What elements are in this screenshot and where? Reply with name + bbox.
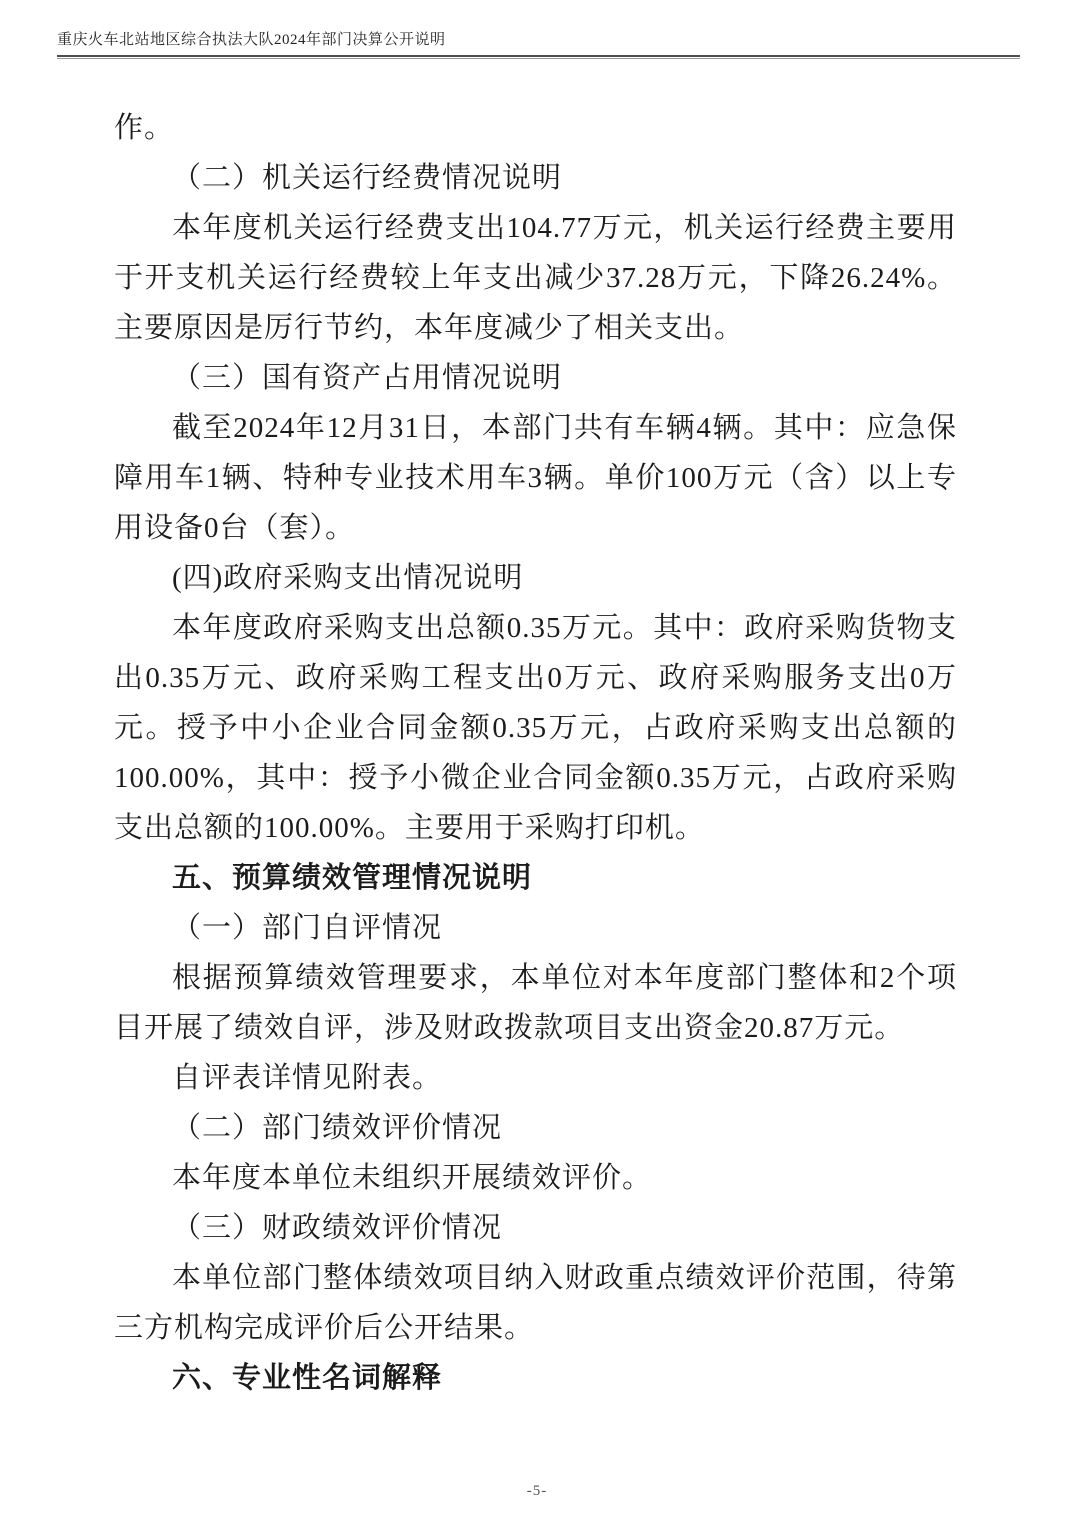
page-number: -5- (526, 1483, 548, 1499)
section-heading: 六、专业性名词解释 (172, 1362, 443, 1394)
document-body (114, 103, 957, 1403)
subsection-heading: （二）部门绩效评价情况 (172, 1112, 503, 1144)
paragraph-continuation: 作。 (114, 112, 175, 144)
subsection-heading: （三）财政绩效评价情况 (172, 1212, 503, 1244)
subsection-heading: （三）国有资产占用情况说明 (172, 362, 563, 394)
page-header-title: 重庆火车北站地区综合执法大队2024年部门决算公开说明 (57, 32, 446, 48)
page-header (57, 28, 1020, 59)
paragraph: 本年度政府采购支出总额0.35万元。其中：政府采购货物支出0.35万元、政府采购工程支出0万元、政府采购服务支出0万元。授予中小企业合同金额0.35万元，占政府采购支出总额的100.00%，其中：授予小微企业合同金额0.35万元，占政府采购支出总额的100.00%。主要用于采购打印机。 (114, 612, 957, 844)
paragraph: 本年度本单位未组织开展绩效评价。 (172, 1162, 653, 1194)
subsection-heading: （一）部门自评情况 (172, 912, 443, 944)
section-heading: 五、预算绩效管理情况说明 (172, 862, 533, 894)
subsection-heading: (四)政府采购支出情况说明 (172, 562, 524, 594)
paragraph: 本年度机关运行经费支出104.77万元，机关运行经费主要用于开支机关运行经费较上年支出减少37.28万元，下降26.24%。主要原因是厉行节约，本年度减少了相关支出。 (114, 212, 957, 344)
header-divider-line (57, 55, 1020, 59)
page-footer (0, 1483, 1074, 1500)
paragraph: 截至2024年12月31日，本部门共有车辆4辆。其中：应急保障用车1辆、特种专业技术用车3辆。单价100万元（含）以上专用设备0台（套）。 (114, 412, 957, 544)
subsection-heading: （二）机关运行经费情况说明 (172, 162, 563, 194)
paragraph: 自评表详情见附表。 (172, 1062, 443, 1094)
paragraph: 本单位部门整体绩效项目纳入财政重点绩效评价范围，待第三方机构完成评价后公开结果。 (114, 1262, 957, 1344)
paragraph: 根据预算绩效管理要求，本单位对本年度部门整体和2个项目开展了绩效自评，涉及财政拨款项目支出资金20.87万元。 (114, 962, 957, 1044)
